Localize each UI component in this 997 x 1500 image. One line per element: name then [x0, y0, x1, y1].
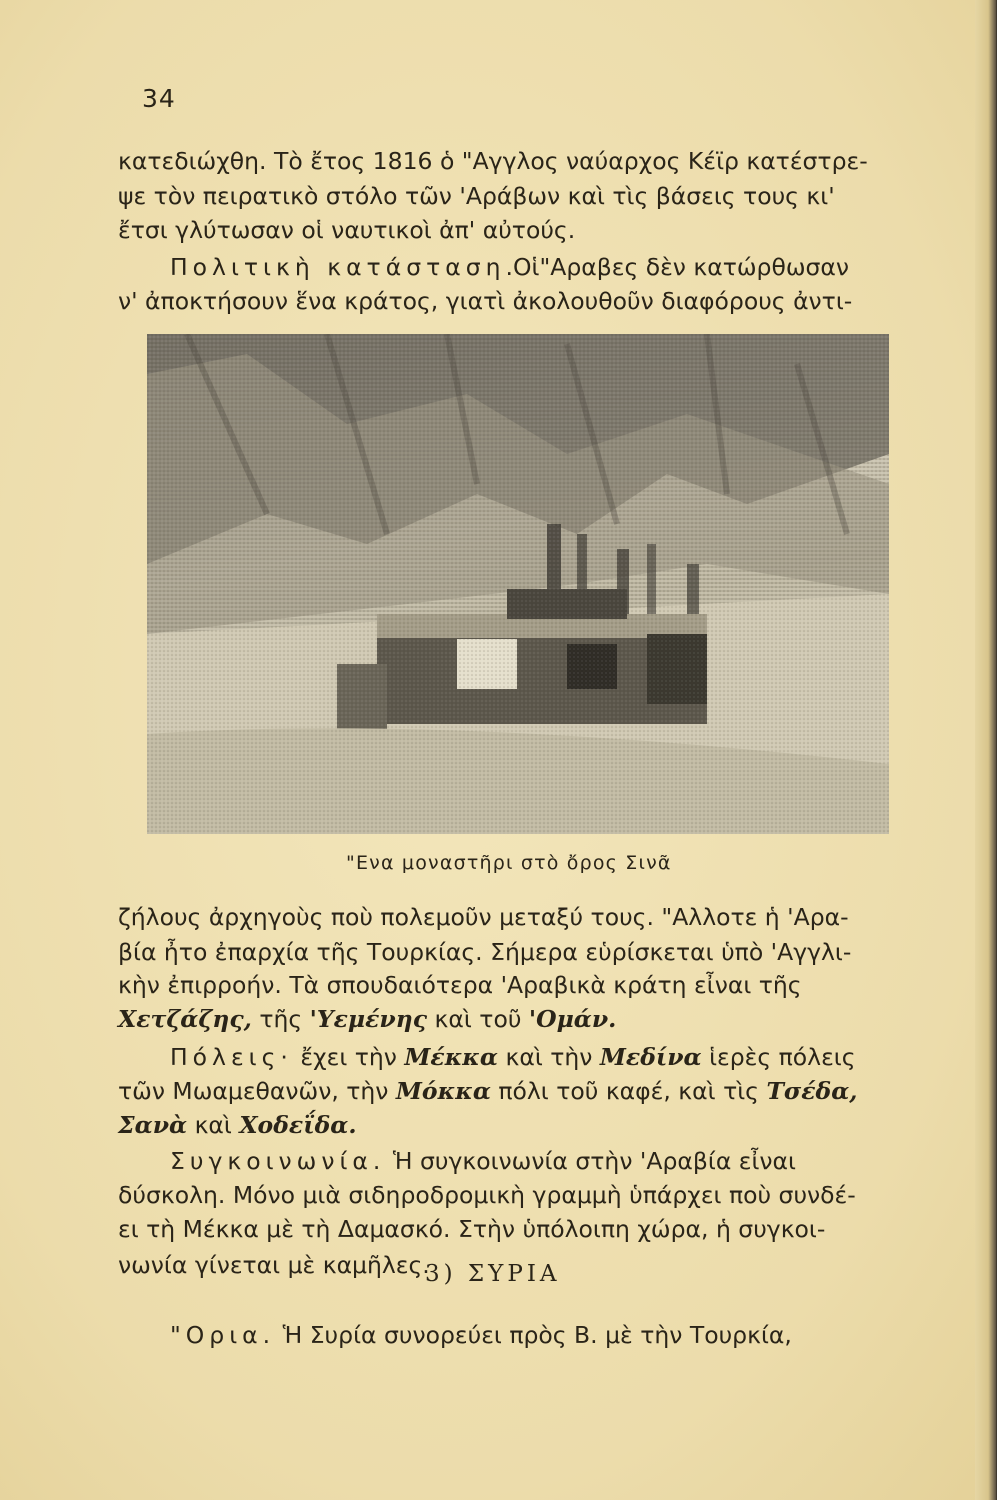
section-heading-syria: 3) ΣΥΡΙΑ	[425, 1261, 561, 1287]
poleis-text-3: ἱερὲς πόλεις	[701, 1043, 856, 1071]
poleis-line-2	[118, 1074, 918, 1109]
politiki-heading: Πολιτικὴ κατάσταση	[170, 253, 506, 281]
poleis-line3-text: καὶ	[187, 1111, 240, 1139]
city-mocha: Μόκκα	[395, 1077, 491, 1105]
oria-heading: "Ορια.	[170, 1321, 276, 1349]
city-hodeidah: Χοδεΐδα.	[239, 1111, 357, 1139]
poleis-line2-text: τῶν Μωαμεθανῶν, τὴν	[118, 1077, 396, 1105]
poleis-line-3	[118, 1108, 918, 1143]
poleis-line2-text-2: πόλι τοῦ καφέ, καὶ τὶς	[490, 1077, 767, 1105]
text-line-2: ψε τὸν πειρατικὸ στόλο τῶν 'Αράβων καὶ τὶς βάσεις τους κι'	[118, 182, 835, 210]
text-line-after-3: κὴν ἐπιρροήν. Τὰ σπουδαιότερα 'Αραβικὰ κράτη εἶναι τῆς	[118, 971, 802, 999]
poleis-heading: Πόλεις·	[170, 1043, 293, 1071]
oria-text: Ἡ Συρία συνορεύει πρὸς Β. μὲ τὴν Τουρκία,	[275, 1321, 792, 1349]
synkoinonia-line-4: νωνία γίνεται μὲ καμῆλες.	[118, 1251, 430, 1279]
synkoinonia-heading: Συγκοινωνία.	[170, 1147, 386, 1175]
monastery-illustration	[147, 334, 889, 834]
text-line-after-1: ζήλους ἀρχηγοὺς ποὺ πολεμοῦν μεταξύ τους. "Αλλοτε ἡ 'Αρα-	[118, 903, 849, 931]
synkoinonia-line-2: δύσκολη. Μόνο μιὰ σιδηροδρομικὴ γραμμὴ ὑπάρχει ποὺ συνδέ-	[118, 1181, 856, 1209]
page-edge	[975, 0, 997, 1500]
states-text-2: καὶ τοῦ	[427, 1005, 529, 1033]
oria-line	[170, 1318, 970, 1353]
city-medina: Μεδίνα	[599, 1043, 702, 1071]
poleis-text-2: καὶ τὴν	[498, 1043, 600, 1071]
text-line-3: ἔτσι γλύτωσαν οἱ ναυτικοὶ ἀπ' αὐτούς.	[118, 216, 576, 244]
synkoinonia-line-3: ει τὴ Μέκκα μὲ τὴ Δαμασκό. Στὴν ὑπόλοιπη χώρα, ἡ συγκοι-	[118, 1215, 826, 1243]
monastery-photo	[147, 334, 889, 834]
page-number: 34	[142, 84, 176, 113]
state-hejaz: Χετζάζης,	[118, 1005, 252, 1033]
politiki-paragraph	[170, 250, 970, 285]
politiki-text: .Οἱ"Αραβες δὲν κατώρθωσαν	[505, 253, 850, 281]
politiki-line-2: ν' ἀποκτήσουν ἕνα κράτος, γιατὶ ἀκολουθοῦν διαφόρους ἀντι-	[118, 287, 853, 315]
city-mecca: Μέκκα	[404, 1043, 499, 1071]
city-jeddah: Τσέδα,	[766, 1077, 858, 1105]
state-oman: 'Ομάν.	[528, 1005, 617, 1033]
synkoinonia-text: Ἡ συγκοινωνία στὴν 'Αραβία εἶναι	[385, 1147, 796, 1175]
states-line	[118, 1002, 918, 1037]
state-yemen: 'Υεμένης	[309, 1005, 428, 1033]
states-text-1: τῆς	[251, 1005, 310, 1033]
city-sana: Σανὰ	[118, 1111, 188, 1139]
poleis-text-1: ἔχει τὴν	[292, 1043, 405, 1071]
text-line-after-2: βία ἦτο ἐπαρχία τῆς Τουρκίας. Σήμερα εὑρίσκεται ὑπὸ 'Αγγλι-	[118, 938, 852, 966]
photo-caption: "Ενα μοναστῆρι στὸ ὄρος Σινᾶ	[346, 852, 672, 874]
synkoinonia-line-1	[170, 1144, 970, 1179]
text-line-1: κατεδιώχθη. Τὸ ἔτος 1816 ὁ "Αγγλος ναύαρχος Κέϊρ κατέστρε-	[118, 147, 868, 175]
poleis-line-1	[118, 1040, 918, 1075]
